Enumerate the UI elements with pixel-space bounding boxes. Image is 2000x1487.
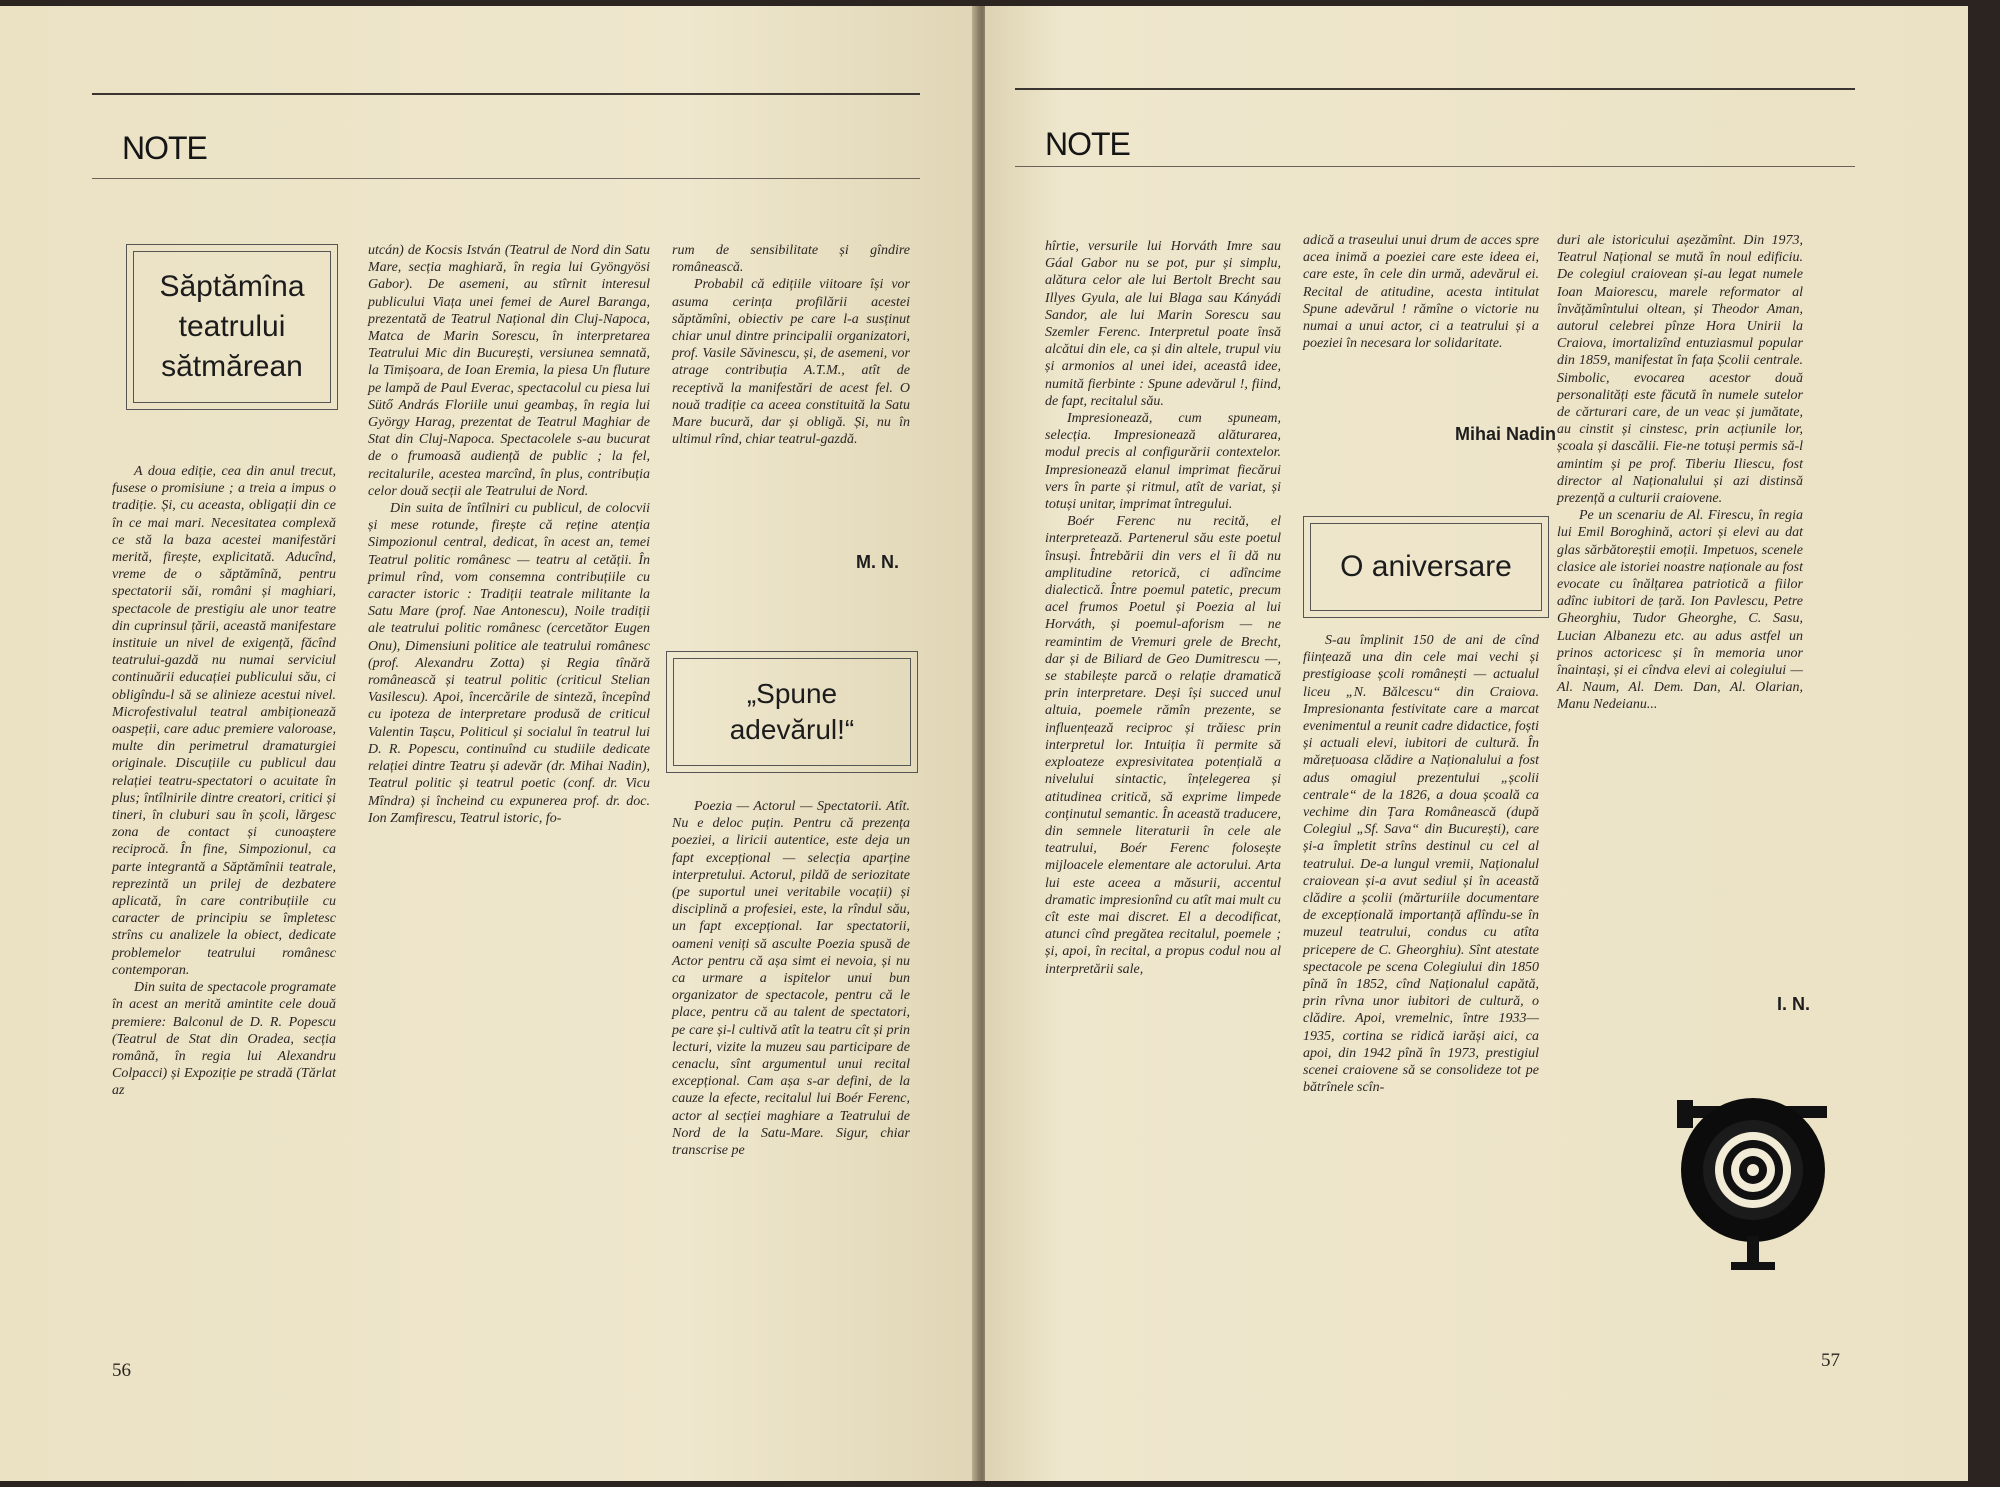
magazine-spread <box>0 6 1968 1481</box>
header-rule-bottom <box>92 178 920 179</box>
header-rule-top <box>1015 88 1855 90</box>
stage-spotlight-icon <box>1667 1066 1837 1281</box>
paragraph: Din suita de spectacole programate în acest an merită amintite cele două premiere: Balconul de D. R. Popescu (Teatrul de Stat din Oradea, secția română, în regia lui Alexandru Colpacci) și Expoziție pe stradă (Tărlat az <box>112 980 336 1099</box>
article1-column-2 <box>368 242 650 827</box>
paragraph: Impresionează, cum spuneam, selecția. Impresionează alăturarea, modul precis al configurării contextelor. Impresionează elanul imprimat fiecărui vers în parte și ritmul, atît de variat, și totuși unitar, imprimat întregului. <box>1045 411 1281 513</box>
paragraph: duri ale istoricului așezămînt. Din 1973, Teatrul Național se mută în noul edificiu. De colegiul craiovean și-au legat numele Ioan Maiorescu, marele reformator al învățămîntului oltean, și Theodor Aman, autorul celebrei pînze Hora Unirii la Craiova, imortalizînd entuziasmul popular din 1859, manifestat în fața Școlii centrale. Simbolic, evocarea acestor două personalități este făcută în numele sutelor de cărturari care, de un veac și jumătate, au cinstit și cinstesc, prin acțiunile lor, școala și dascălii. Fie-ne totuși permis să-l amintim și pe prof. Tiberiu Iliescu, fost director al Naționalului și azi distinsă prezență a culturii craiovene. <box>1557 233 1803 507</box>
article-signature: M. N. <box>856 552 899 572</box>
article-title-line: „Spune <box>746 678 838 709</box>
article3-column-1 <box>1303 632 1539 1096</box>
left-page <box>0 6 980 1481</box>
article2-column-3 <box>1303 232 1539 352</box>
paragraph: utcán) de Kocsis István (Teatrul de Nord din Satu Mare, secția maghiară, în regia lui Gyöngyösi Gabor). De asemeni, au stîrnit interesul publicului Viața unei femei de Aurel Baranga, prezentată de Teatrul Național din Cluj-Napoca, Matca de Marin Sorescu, în interpretarea Teatrului Mic din București, versiunea semnată, la Timișoara, de Ioan Eremia, la piesa Un fluture pe lampă de Paul Everac, spectacolul cu piesa lui Sütő András Floriile unui geambaș, în regia lui György Harag, prezentat de Teatrul Maghiar de Stat din Cluj-Napoca. Spectacolele s-au bucurat de o frumoasă audiență de public ; la fel, recitalurile, acestea marcînd, în plus, contribuția celor două secții ale Teatrului de Nord. <box>368 243 650 499</box>
paragraph: rum de sensibilitate și gîndire românească. <box>672 243 910 276</box>
article3-column-2 <box>1557 232 1803 714</box>
article-signature: Mihai Nadin <box>1455 424 1557 444</box>
article-title: O aniversare <box>1310 523 1542 611</box>
paragraph: Poezia — Actorul — Spectatorii. Atît. Nu e deloc puțin. Pentru că prezența poeziei, a liricii autentice, este deja un fapt excepțional — selecția aparține interpretului. Actorul, pildă de seriozitate (pe suportul unei veritabile vocații) și disciplină a profesiei, este, la rîndul său, un fapt excepțional. Iar spectatorii, oameni veniți să asculte Poezia spusă de Actor pentru că așa simt ei nevoia, și nu ca urmare a ispitelor unui bun organizator de spectacole, pentru că le place, pentru că au talent de spectatori, pe care și-l cultivă atît la teatru cît și prin lecturi, vizite la muzeu sau participare de cenaclu, sînt argumentul unui recital excepțional. Cam așa s-ar defini, de la cauze la efecte, recitalul lui Boér Ferenc, actor al secției maghiare a Teatrului de Nord de la Satu-Mare. Sigur, chiar transcrise pe <box>672 799 910 1159</box>
article-title: Săptămîna teatrului sătmărean <box>133 251 331 403</box>
article-title-box <box>666 651 918 773</box>
page-number: 57 <box>1821 1350 1840 1371</box>
header-rule-bottom <box>1015 166 1855 167</box>
section-label: NOTE <box>1045 126 1130 162</box>
paragraph: Boér Ferenc nu recită, el interpretează. Partenerul său este poetul însuși. Întrebării din vers el îi dă nu amplitudine retorică, ci adîncime dialectică. Între poemul patetic, precum acel frumos Poetul și Poezia al lui Horváth, și poemul-aforism — ne reamintim de Vremuri grele de Brecht, dar și de Biliard de Geo Dumitrescu —, se stabilește parcă o relație dramatică prin interpretare. Deși își succed unul altuia, poemele rămîn prezente, se influențează reciproc și trăiesc prin interpretul lor. Intuiția îi permite să exploateze expresivitatea potențială a nivelului sintactic, înțelegerea și atitudinea critică, să exprime limpede conținutul semantic. În această traducere, din semnele literaturii în cele ale teatrului, Boér Ferenc folosește mijloacele elementare ale actorului. Arta lui este aceea a măsurii, accentul dramatic impresionînd cu atît mai mult cu cît este mai discret. El a decodificat, atunci cînd pregătea recitalul, poemele ; și, apoi, în recital, a propus codul nou al interpretării sale, <box>1045 514 1281 977</box>
page-number: 56 <box>112 1360 131 1381</box>
paragraph: A doua ediție, cea din anul trecut, fusese o promisiune ; a treia a impus o tradiție. Și, cu aceasta, obligații din ce în ce mai mari. Necesitatea complexă ce stă la baza acestei manifestări merită, firește, explicitată. Aducînd, vreme de o săptămînă, pentru spectatorii săi, români și maghiari, spectacole de prestigiu ale unor teatre din cuprinsul țării, această manifestare instituie un nivel de exigență, făcînd teatrului-gazdă nu numai serviciul continuării educației publicului său, ci obligîndu-l să se alinieze acestui nivel. Microfestivalul teatral ambiționează oaspeții, care aduc premiere valoroase, multe din perimetrul dramaturgiei originale. Discuțiile cu publicul dau relației teatru-spectatori o acuitate în plus; întîlnirile dintre creatori, critici și tineri, în cluburi sau în școli, lărgesc zona de contact și cunoaștere reciprocă. În fine, Simpozionul, ca parte integrantă a Săptămînii teatrale, reprezintă un prilej de dezbatere aplicată, în care contribuțiile cu caracter de principiu se împletesc strîns cu analizele la obiect, dedicate problemelor teatrului românesc contemporan. <box>112 464 336 978</box>
article-title-line: adevărul!“ <box>729 714 855 745</box>
section-label: NOTE <box>122 130 207 166</box>
paragraph: Pe un scenariu de Al. Firescu, în regia lui Emil Boroghină, actori și elevi au dat glas sărbătoreștii emoții. Impetuos, scenele clasice ale istoriei noastre naționale au fost evocate cu înălțarea patriotică a fiilor adînc iubitori de țară. Ion Pavlescu, Petre Gheorghiu, Tudor Gheorghe, C. Sasu, Lucian Albanezu etc. au adus astfel un prinos actoricesc și în memoria unor înaintași, și ei cîndva elevi ai colegiului — Al. Naum, Al. Dem. Dan, Al. Olarian, Manu Nedeianu... <box>1557 508 1803 713</box>
article-title-box <box>1303 516 1549 618</box>
article2-column-1 <box>672 798 910 1159</box>
paragraph: Din suita de întîlniri cu publicul, de colocvii și mese rotunde, firește că reține atenția Simpozionul central, dedicat, în acest an, temei Teatrul politic românesc — teatru al cetății. În primul rînd, vom consemna contribuțiile cu caracter istoric : Tradiții teatrale militante la Satu Mare (prof. Nae Antonescu), Noile tradiții ale teatrului politic românesc (cercetător Eugen Onu), Dimensiuni politice ale teatrului românesc (prof. Alexandru Zotta) și Regia tînără românească și teatrul politic (criticul Stelian Vasilescu). Apoi, încercările de sinteză, începînd cu ipoteza de interpretare produsă de criticul Valentin Tașcu, Politicul și socialul în teatrul lui D. R. Popescu, continuînd cu studiile dedicate relației dintre Teatru și adevăr (dr. Mihai Nadin), Teatrul politic și teatrul poetic (conf. dr. Vicu Mîndra) și încheind cu expunerea prof. dr. doc. Ion Zamfirescu, Teatrul istoric, fo- <box>368 501 650 826</box>
paragraph: hîrtie, versurile lui Horváth Imre sau Gáal Gabor nu se pot, pur și simplu, alătura celor ale lui Bertolt Brecht sau Illyes Gyula, ale lui Blaga sau Kányádi Sandor, ale lui Marin Sorescu sau Szemler Ferenc. Interpretul poate însă alcătui din ele, ca și din altele, trupul viu și armonios al unei idei, aceastâ idee, numită fierbinte : Spune adevărul !, fiind, de fapt, recitalul său. <box>1045 239 1281 409</box>
article2-column-2 <box>1045 238 1281 978</box>
article-signature: I. N. <box>1777 994 1811 1014</box>
paragraph: S-au împlinit 150 de ani de cînd ființează una din cele mai vechi și prestigioase școli românești — actualul liceu „N. Bălcescu“ din Craiova. Impresionanta festivitate care a marcat evenimentul a reunit cadre didactice, foști și actuali elevi, iubitori de cultură. În mărețuoasa clădire a Naționalului a fost adus omagiul prezentului „școlii centrale“ de la 1826, a doua școală ca vechime din Țara Românească (după Colegiul „Sf. Sava“ din București), care și-a împletit strîns destinul cu cel al teatrului. De-a lungul vremii, Naționalul craiovean și-a avut sediul și în această clădire a școlii (mărturiile documentare de excepțională importanță aflîndu-se în muzeul teatrului, condus cu atîta pricepere de C. Gheorghiu). Sînt atestate spectacole pe scena Colegiului din 1850 pînă în 1852, cînd Naționalul capătă, prin rîvna unor iubitori de cultură, o clădire. Apoi, vremelnic, între 1933—1935, cortina se ridică iarăși aici, ca apoi, din 1942 pînă în 1973, prestigiul scenei craiovene să se consolideze tot pe bătrînele scîn- <box>1303 633 1539 1096</box>
article-title <box>673 658 911 766</box>
header-rule-top <box>92 93 920 95</box>
paragraph: Probabil că edițiile viitoare își vor asuma cerința profilării acestei săptămîni, obiectiv pe care l-a susținut chiar unul dintre principalii organizatori, prof. Vasile Săvinescu, și, de asemeni, vor atrage contribuția A.T.M., atît de receptivă la manifestări de acest fel. O nouă tradiție ca aceea constituită la Satu Mare bucură, dar și obligă. Și, nu în ultimul rînd, chiar teatrul-gazdă. <box>672 277 910 448</box>
paragraph: adică a traseului unui drum de acces spre acea inimă a poeziei care este ideea ei, care este, în cele din urmă, adevărul ei. Recital de atitudine, acesta intitulat Spune adevărul ! rămîne o victorie nu numai a unui actor, ci a teatrului și a poeziei în necesara lor solidaritate. <box>1303 233 1539 352</box>
right-page <box>985 6 1968 1481</box>
article1-column-1 <box>112 463 336 1100</box>
article-title-box <box>126 244 338 410</box>
article1-column-3 <box>672 242 910 448</box>
